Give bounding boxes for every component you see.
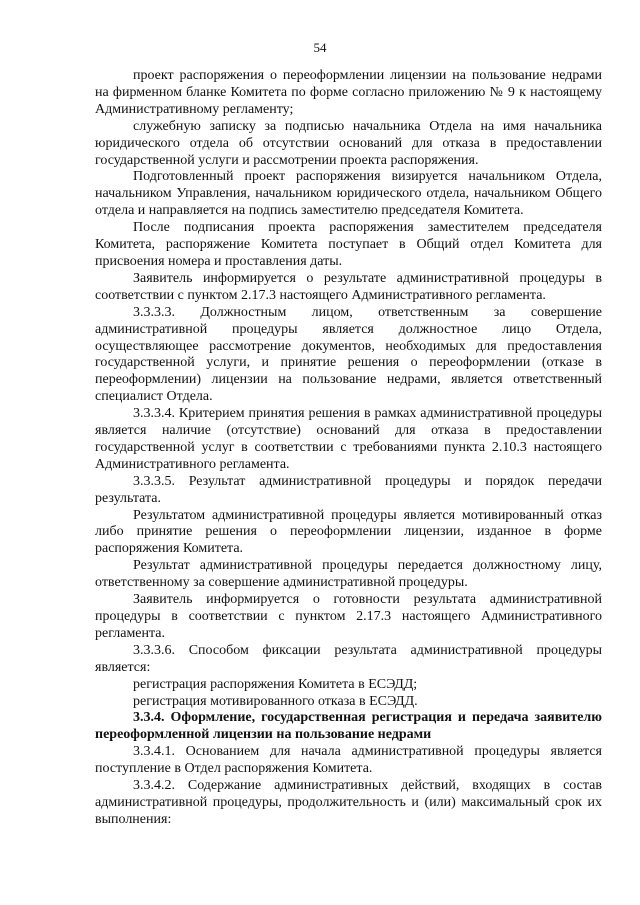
paragraph: 3.3.3.5. Результат административной процедуры и порядок передачи результата. bbox=[95, 473, 602, 506]
paragraph: Заявитель информируется о результате административной процедуры в соответствии с пунктом 2.17.3 настоящего Административного регламента. bbox=[95, 270, 602, 303]
list-item: регистрация мотивированного отказа в ЕСЭДД. bbox=[133, 693, 418, 709]
paragraph: 3.3.4.2. Содержание административных действий, входящих в состав административной процедуры, продолжительность и (или) максимальный срок их выполнения: bbox=[95, 778, 602, 827]
paragraph: 3.3.4.1. Основанием для начала административной процедуры является поступление в Отдел распоряжения Комитета. bbox=[95, 744, 602, 777]
paragraph: После подписания проекта распоряжения заместителем председателя Комитета, распоряжение Комитета поступает в Общий отдел Комитета для присвоения номера и проставления даты. bbox=[95, 220, 602, 269]
section-heading: 3.3.4. Оформление, государственная регистрация и передача заявителю переоформленной лицензии на пользование недрами bbox=[95, 710, 602, 743]
paragraph: Заявитель информируется о готовности результата административной процедуры в соответствии с пунктом 2.17.3 настоящего Административного регламента. bbox=[95, 592, 602, 641]
paragraph: проект распоряжения о переоформлении лицензии на пользование недрами на фирменном бланке Комитета по форме согласно приложению № 9 к настоящему Административному регламенту; bbox=[95, 68, 602, 117]
paragraph: служебную записку за подписью начальника Отдела на имя начальника юридического отдела об отсутствии оснований для отказа в предоставлении государственной услуги и рассмотрении проекта распоряжения. bbox=[95, 118, 602, 168]
paragraph: Результат административной процедуры передается должностному лицу, ответственному за совершение административной процедуры. bbox=[95, 558, 602, 591]
paragraph: Подготовленный проект распоряжения визируется начальником Отдела, начальником Управления, начальником юридического отдела, начальником Общего отдела и направляется на подпись заместителю председателя Комитета. bbox=[95, 169, 602, 219]
paragraph: Результатом административной процедуры является мотивированный отказ либо принятие решения о переоформлении лицензии, изданное в форме распоряжения Комитета. bbox=[95, 507, 602, 557]
paragraph: 3.3.3.6. Способом фиксации результата административной процедуры является: bbox=[95, 642, 602, 675]
list-item: регистрация распоряжения Комитета в ЕСЭДД; bbox=[133, 676, 418, 692]
paragraph: 3.3.3.3. Должностным лицом, ответственным за совершение административной процедуры является должностное лицо Отдела, осуществляющее рассмотрение документов, необходимых для предоставления государственной услуги, и принятие решения о переоформлении (отказе в переоформлении) лицензии на пользование недрами, является ответственный специалист Отдела. bbox=[95, 304, 602, 405]
document-body bbox=[95, 68, 602, 829]
paragraph: 3.3.3.4. Критерием принятия решения в рамках административной процедуры является наличие (отсутствие) оснований для отказа в предоставлении государственной услуг в соответствии с требованиями пункта 2.10.3 настоящего Административного регламента. bbox=[95, 406, 602, 472]
page-number: 54 bbox=[313, 40, 327, 55]
